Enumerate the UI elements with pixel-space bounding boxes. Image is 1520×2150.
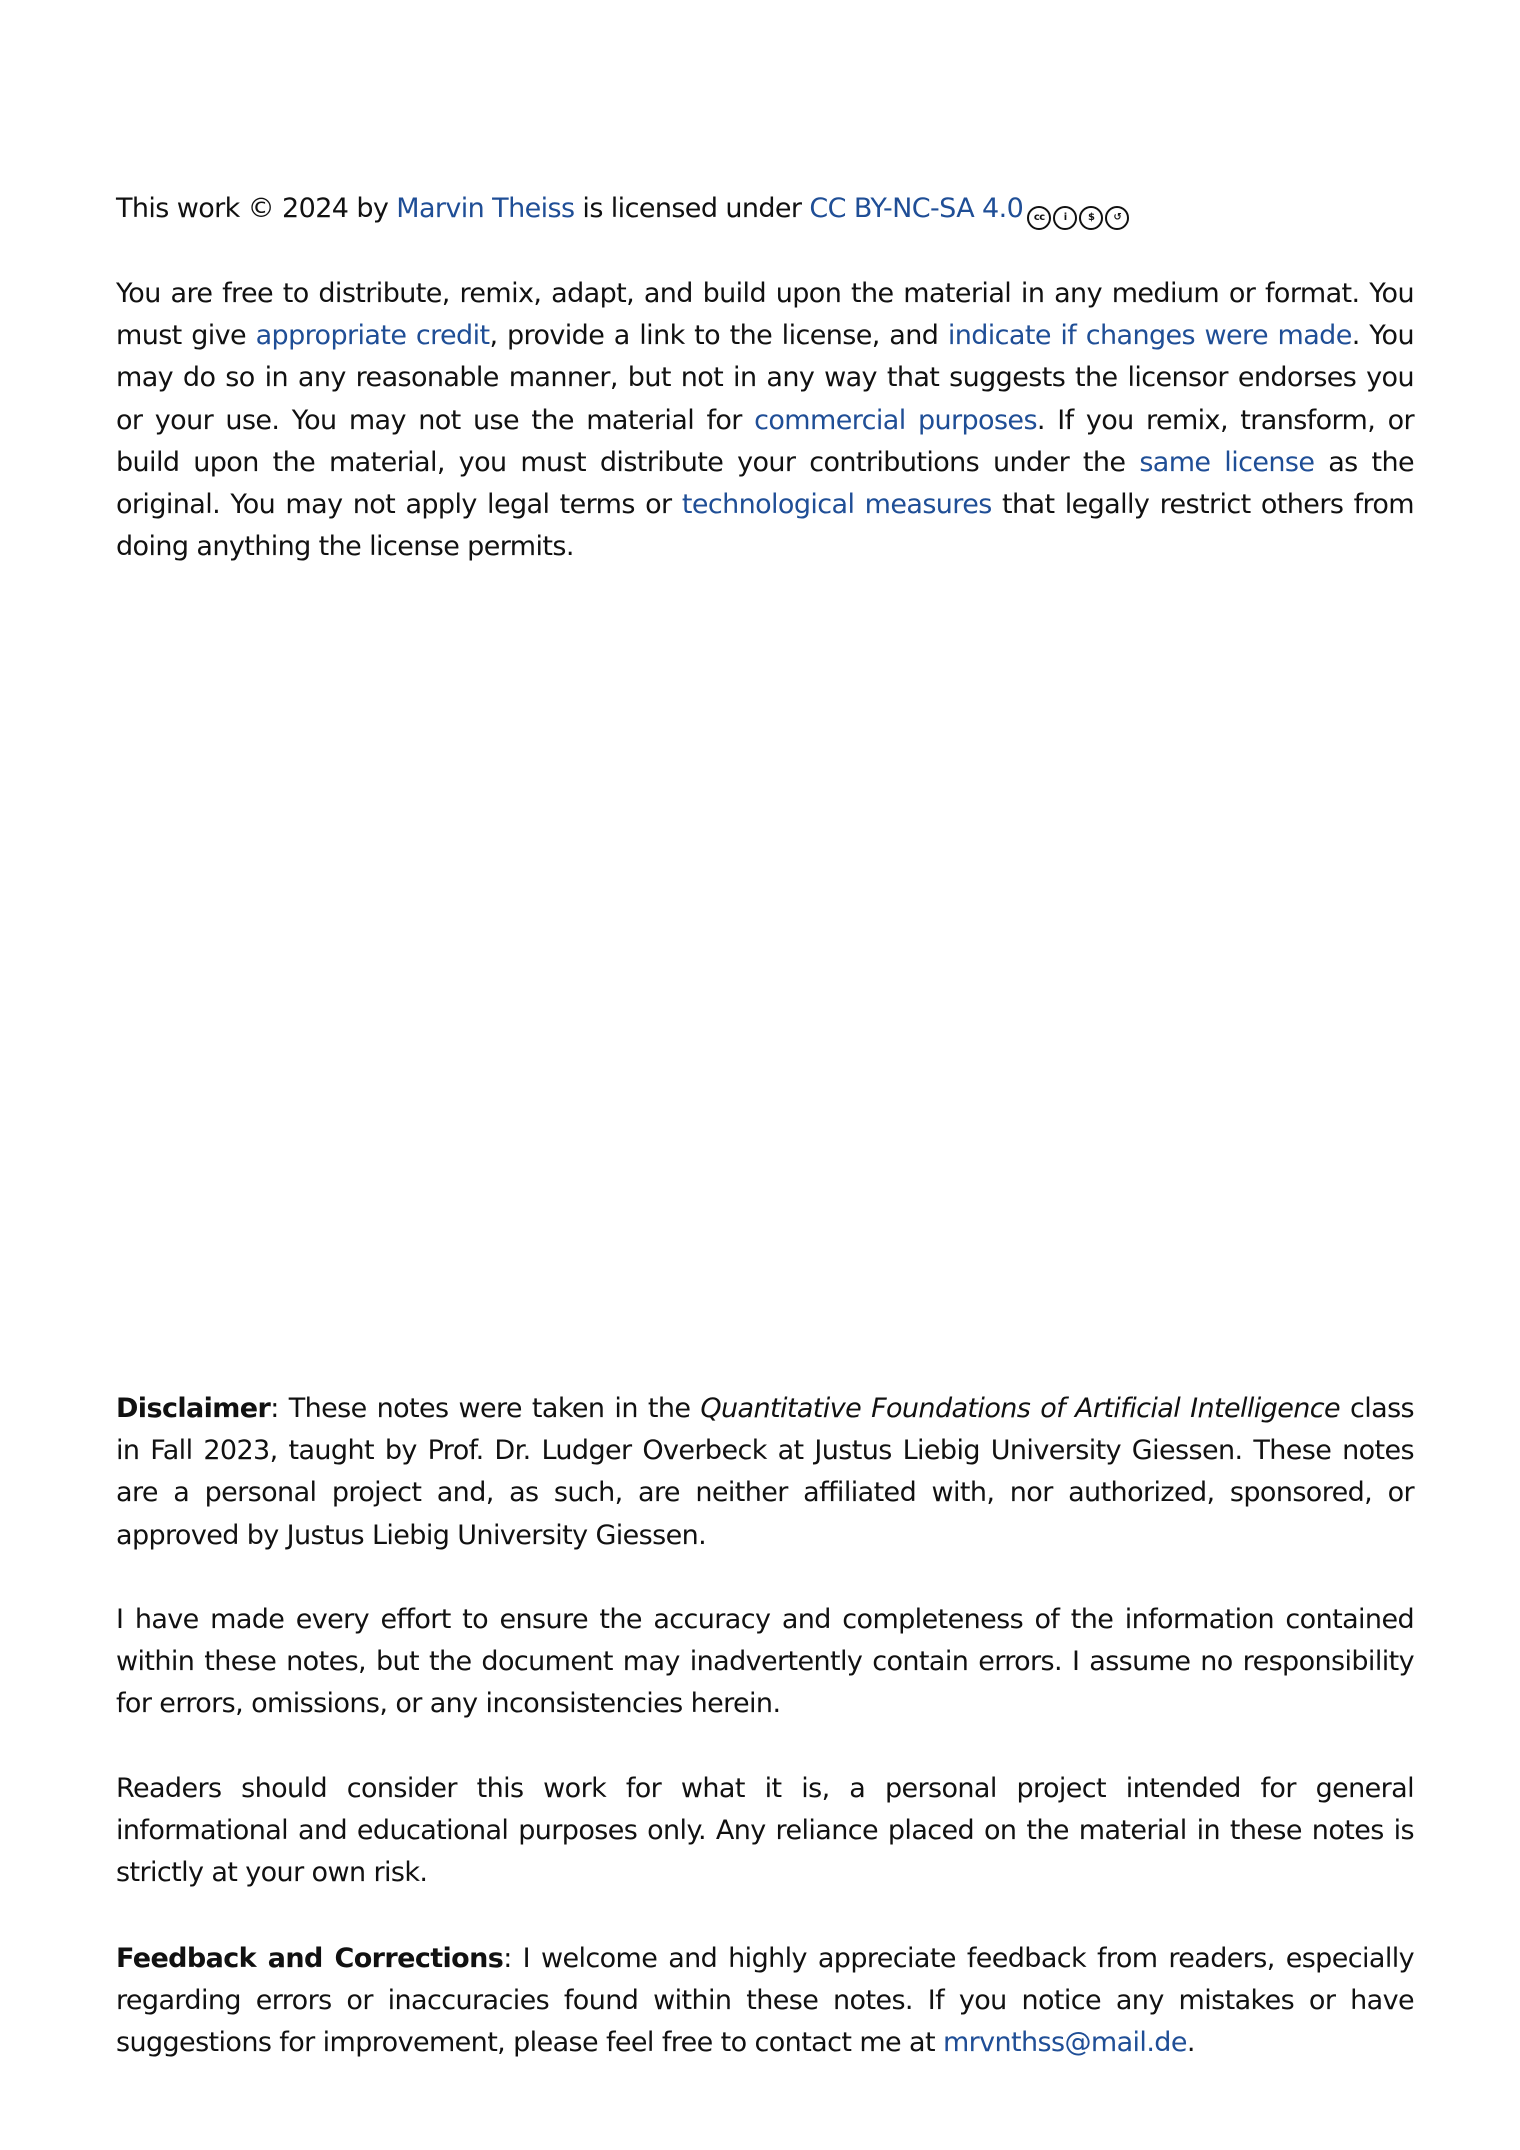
email-link[interactable]: mrvnthss@mail.de <box>942 2027 1187 2059</box>
sa-icon: ↺ <box>1105 206 1129 230</box>
disclaimer-label: Disclaimer <box>116 1393 271 1424</box>
indicate-changes-link[interactable]: indicate if changes were made <box>947 320 1352 352</box>
feedback-paragraph: Feedback and Corrections: I welcome and highly appreciate feedback from readers, especially regarding errors or inaccuracies found within these notes. If you notice any mistakes or have suggestions for improvement, please feel free to contact me at mrvnthss@mail.de. <box>116 1943 1415 2059</box>
license-link[interactable]: CC BY-NC-SA 4.0 <box>809 193 1024 224</box>
readers-paragraph: Readers should consider this work for what it is, a personal project intended for general informational and educational purposes only. Any reliance placed on the material in these notes is strictly at your own risk. <box>116 1773 1414 1889</box>
author-link[interactable]: Marvin Theiss <box>396 193 575 224</box>
nc-icon: $ <box>1079 206 1103 230</box>
disclaimer-paragraph: Disclaimer: These notes were taken in the Quantitative Foundations of Artificial Intelligence class in Fall 2023, taught by Prof. Dr. Ludger Overbeck at Justus Liebig University Giessen. These notes are a personal project and, as such, are neither affiliated with, nor authorized, sponsored, or approved by Justus Liebig University Giessen. <box>116 1393 1415 1551</box>
accuracy-paragraph: I have made every effort to ensure the accuracy and completeness of the information contained within these notes, but the document may inadvertently contain errors. I assume no responsibility for errors, omissions, or any inconsistencies herein. <box>116 1604 1414 1720</box>
cc-icon: cc <box>1027 206 1051 230</box>
commercial-purposes-link[interactable]: commercial purposes <box>754 404 1037 436</box>
license-icons <box>1027 206 1129 230</box>
appropriate-credit-link[interactable]: appropriate credit <box>255 320 490 352</box>
course-title: Quantitative Foundations of Artificial Intelligence <box>700 1393 1340 1424</box>
license-line: This work © 2024 by Marvin Theiss is licensed under CC BY-NC-SA 4.0 cc i $ ↺ <box>116 188 1129 230</box>
feedback-label: Feedback and Corrections <box>116 1943 504 1974</box>
technological-measures-link[interactable]: technological measures <box>681 489 992 521</box>
same-license-link[interactable]: same license <box>1139 446 1315 478</box>
by-icon: i <box>1053 206 1077 230</box>
license-text: You are free to distribute, remix, adapt, and build upon the material in any medium or format. You must give appropriate credit, provide a link to the license, and indicate if changes were made. You may do so in any reasonable manner, but not in any way that suggests the licensor endorses you or your use. You may not use the material for commercial purposes. If you remix, transform, or build upon the material, you must distribute your contributions under the same license as the original. You may not apply legal terms or technological measures that legally restrict others from doing anything the license permits. <box>116 278 1415 563</box>
